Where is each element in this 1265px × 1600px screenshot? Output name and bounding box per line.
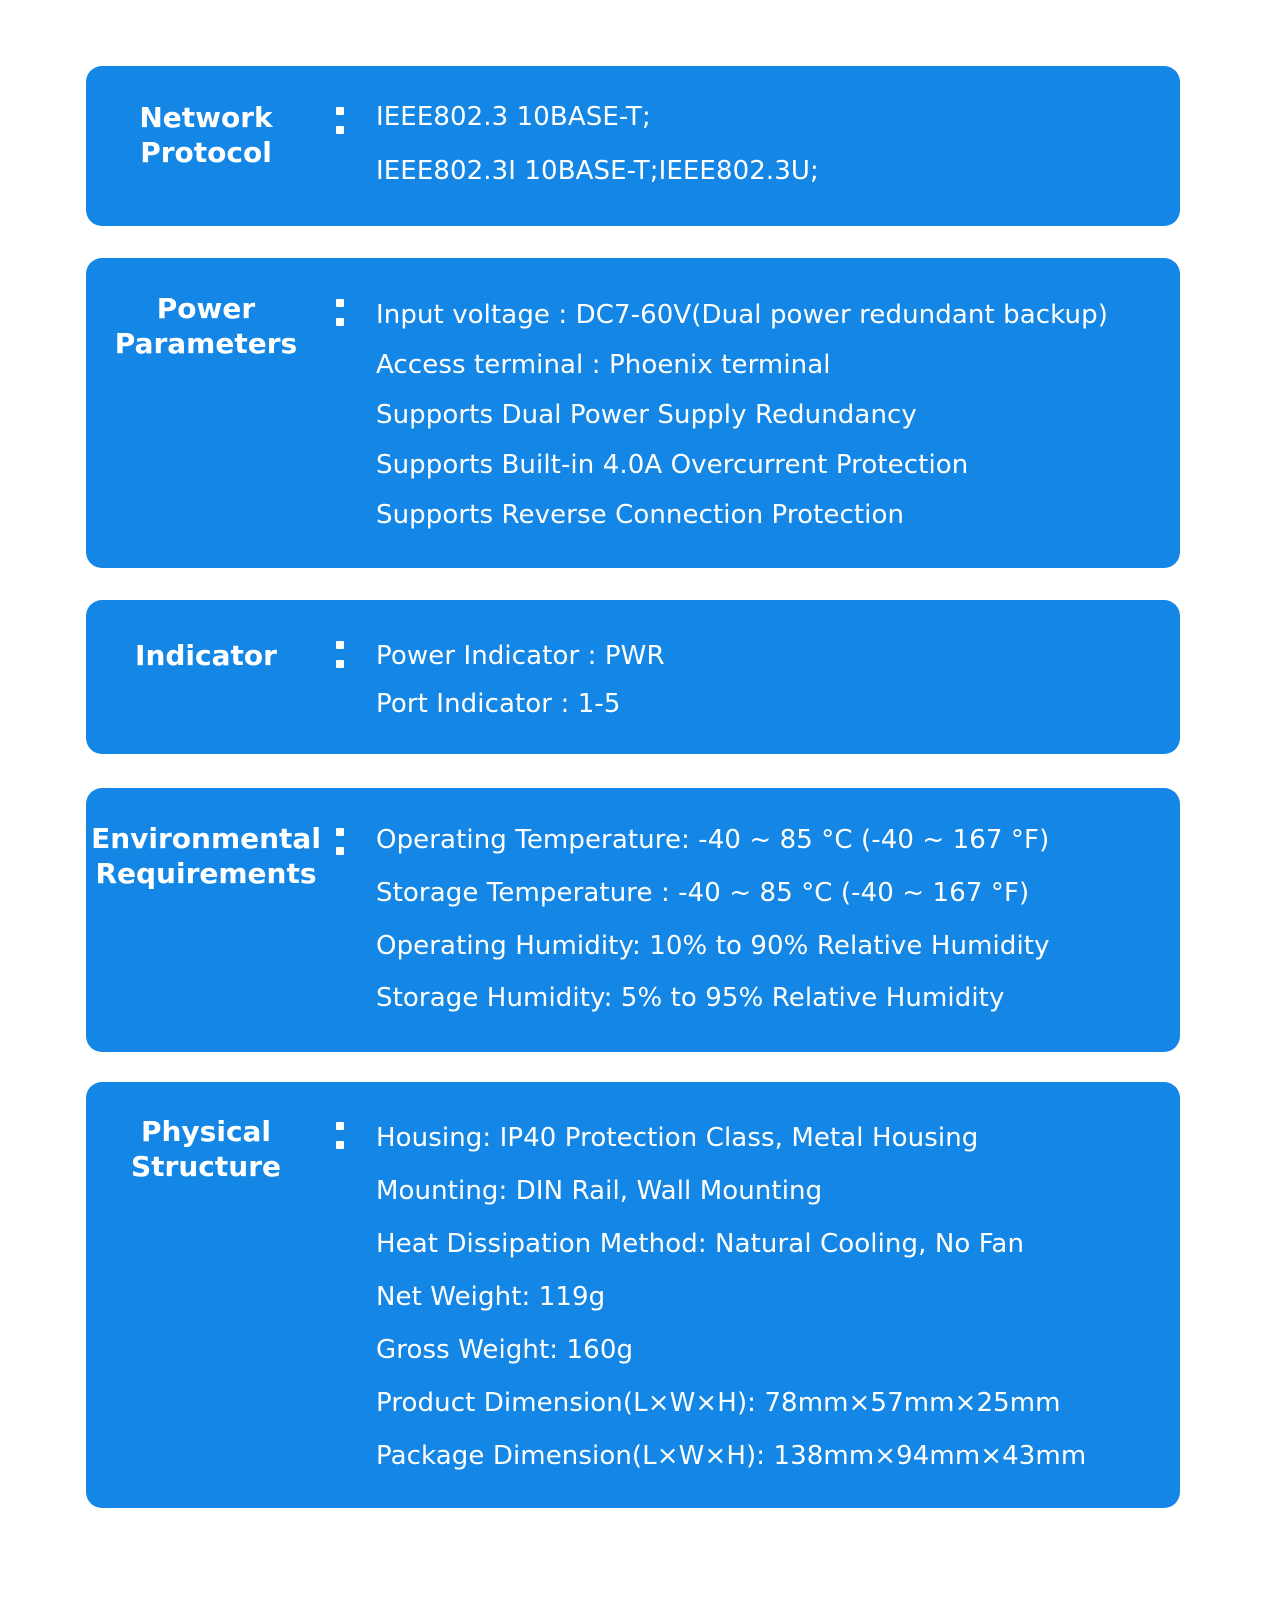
spec-item: IEEE802.3I 10BASE-T;IEEE802.3U; [376,156,819,186]
spec-item: Package Dimension(L×W×H): 138mm×94mm×43mm [376,1441,1087,1471]
section-label [86,1114,326,1184]
section-label [86,100,326,170]
spec-item: Supports Built-in 4.0A Overcurrent Protection [376,450,969,480]
spec-item: Operating Temperature: -40 ~ 85 °C (-40 ~ 167 °F) [376,825,1050,855]
spec-item: Product Dimension(L×W×H): 78mm×57mm×25mm [376,1388,1061,1418]
power-parameters-card [86,258,1180,568]
spec-item: Power Indicator : PWR [376,641,665,671]
section-label-line: Network [139,101,273,134]
section-label [86,638,326,673]
section-label-line: Environmental [91,822,321,855]
section-label-line: Physical [140,1115,272,1148]
spec-item: Housing: IP40 Protection Class, Metal Housing [376,1123,979,1153]
spec-item: Supports Dual Power Supply Redundancy [376,400,917,430]
spec-item: IEEE802.3 10BASE-T; [376,102,651,132]
spec-item: Operating Humidity: 10% to 90% Relative Humidity [376,931,1050,961]
spec-list [376,1112,1160,1483]
section-label [86,291,326,361]
section-label [86,821,326,891]
spec-item: Heat Dissipation Method: Natural Cooling, No Fan [376,1229,1025,1259]
section-label-line: Indicator [135,639,277,672]
section-label-line: Protocol [140,136,272,169]
spec-list [376,98,1160,190]
spec-list [376,814,1160,1024]
spec-item: Input voltage : DC7-60V(Dual power redundant backup) [376,300,1108,330]
spec-list [376,290,1160,540]
spec-item: Access terminal : Phoenix terminal [376,350,831,380]
spec-list [376,632,1160,728]
spec-item: Storage Humidity: 5% to 95% Relative Humidity [376,983,1005,1013]
section-label-line: Structure [130,1150,281,1183]
spec-item: Supports Reverse Connection Protection [376,500,905,530]
spec-item: Net Weight: 119g [376,1282,606,1312]
network-protocol-card [86,66,1180,226]
spec-item: Gross Weight: 160g [376,1335,634,1365]
section-label-line: Power [156,292,256,325]
spec-item: Port Indicator : 1-5 [376,689,621,719]
spec-item: Storage Temperature : -40 ~ 85 °C (-40 ~ 167 °F) [376,878,1030,908]
environmental-requirements-card [86,788,1180,1052]
physical-structure-card [86,1082,1180,1508]
section-label-line: Requirements [95,857,317,890]
indicator-card [86,600,1180,754]
section-label-line: Parameters [114,327,298,360]
spec-item: Mounting: DIN Rail, Wall Mounting [376,1176,823,1206]
